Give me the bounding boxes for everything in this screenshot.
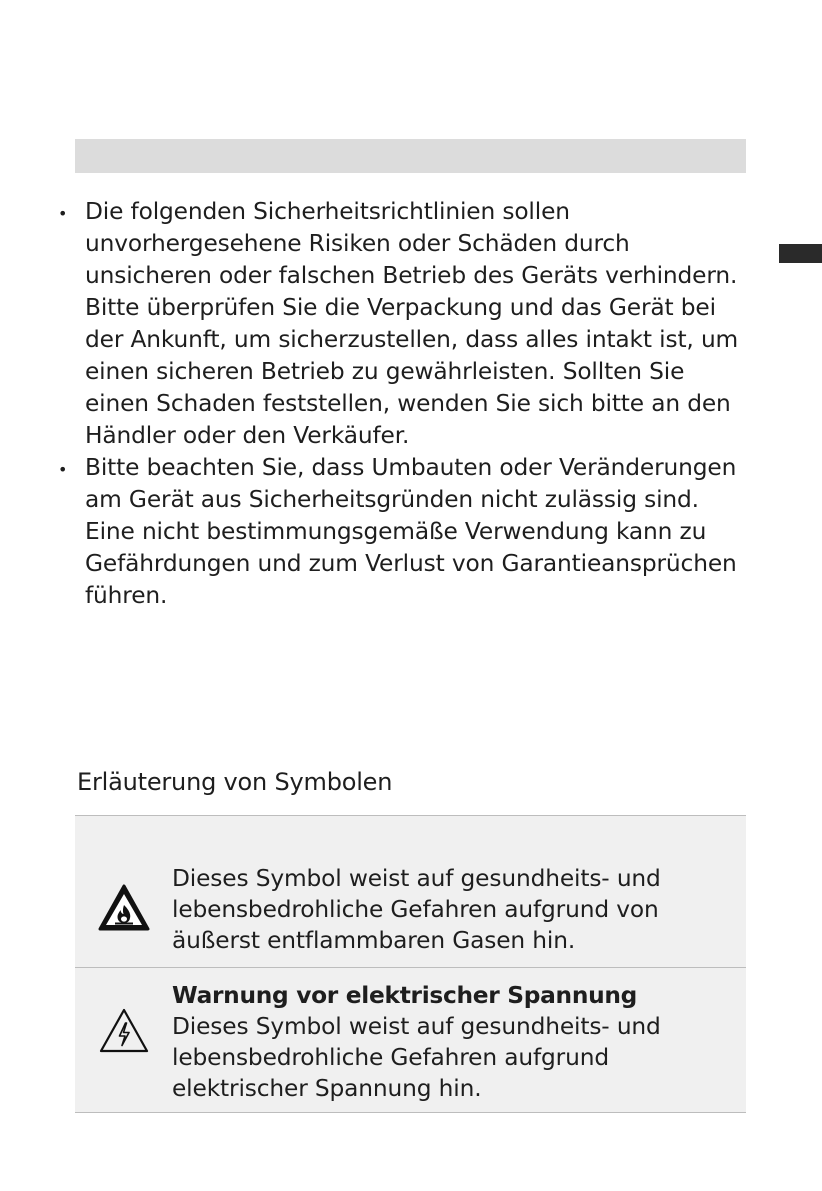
chapter-tab-marker (779, 244, 822, 263)
symbol-row-electric (75, 968, 746, 1113)
symbol-row-flammable (75, 816, 746, 968)
flammable-warning-icon (98, 884, 150, 932)
symbol-text (172, 863, 732, 956)
symbol-label: Warnung vor elektrischer Spannung (172, 982, 638, 1009)
safety-bullet-list (58, 196, 748, 612)
section-title: Erläuterung von Symbolen (77, 768, 393, 796)
electric-voltage-warning-icon (98, 1007, 150, 1055)
bullet-text: Die folgenden Sicherheitsrichtlinien sollen unvorhergesehene Risiken oder Schäden durch unsicheren oder falschen Betrieb des Geräts verhindern. Bitte überprüfen Sie die Verpackung und das Gerät bei der Ankunft, um sicherzustellen, dass alles intakt ist, um einen sicheren Betrieb zu gewährleisten. Sollten Sie einen Schaden feststellen, wenden Sie sich bitte an den Händler oder den Verkäufer. (85, 198, 739, 449)
list-item (58, 196, 748, 452)
list-item (58, 452, 748, 612)
symbol-text (172, 980, 732, 1104)
bullet-marker: • (58, 460, 68, 479)
symbol-description: Dieses Symbol weist auf gesundheits- und lebensbedrohliche Gefahren aufgrund von äußerst entflammbaren Gasen hin. (172, 865, 661, 954)
bullet-text: Bitte beachten Sie, dass Umbauten oder Veränderungen am Gerät aus Sicherheitsgründen nicht zulässig sind. Eine nicht bestimmungsgemäße Verwendung kann zu Gefährdungen und zum Verlust von Garantieansprüchen führen. (85, 454, 737, 609)
section-header-band (75, 139, 746, 173)
symbol-table (75, 815, 746, 1113)
bullet-marker: • (58, 204, 68, 223)
symbol-description: Dieses Symbol weist auf gesundheits- und lebensbedrohliche Gefahren aufgrund elektrischer Spannung hin. (172, 1013, 661, 1102)
